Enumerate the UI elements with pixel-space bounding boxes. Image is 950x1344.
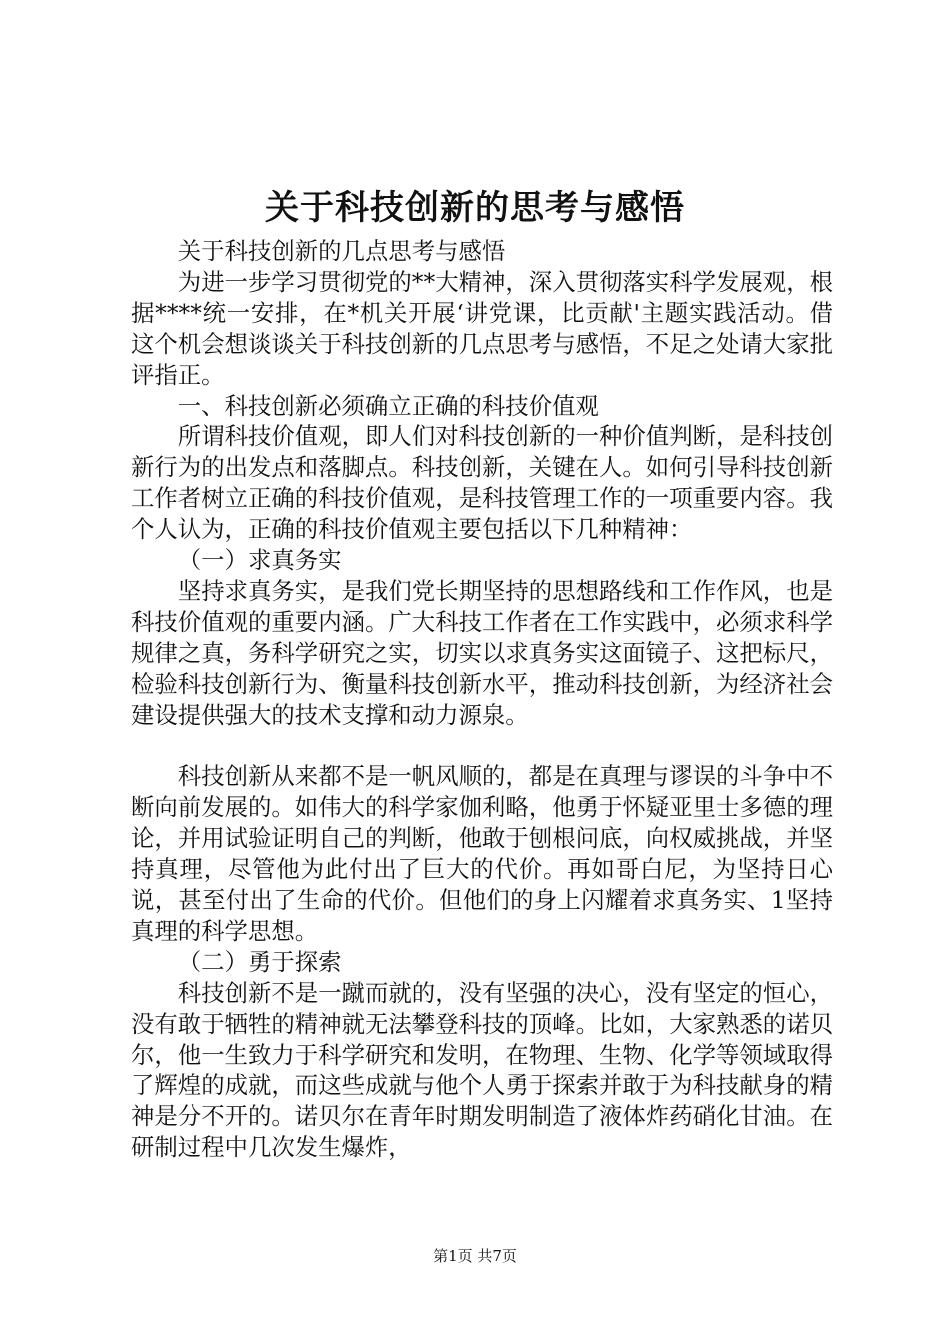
paragraph-galileo: 科技创新从来都不是一帆风顺的，都是在真理与谬误的斗争中不断向前发展的。如伟大的科学家伽利略，他勇于怀疑亚里士多德的理论，并用试验证明自己的判断，他敢于刨根问底，向权威挑战，并坚持真理，尽管他为此付出了巨大的代价。再如哥白尼，为坚持日心说，甚至付出了生命的代价。但他们的身上闪耀着求真务实、1坚持真理的科学思想。 bbox=[131, 762, 833, 945]
section-heading-1: 一、科技创新必须确立正确的科技价值观 bbox=[177, 391, 599, 420]
page-number-footer: 第1页 共7页 bbox=[433, 1247, 517, 1265]
paragraph-truth-seeking: 坚持求真务实，是我们党长期坚持的思想路线和工作作风，也是科技价值观的重要内涵。广大科技工作者在工作实践中，必须求科学规律之真，务科学研究之实，切实以求真务实这面镜子、这把标尺，检验科技创新行为、衡量科技创新水平，推动科技创新，为经济社会建设提供强大的技术支撑和动力源泉。 bbox=[131, 576, 833, 729]
subsection-heading-1: （一）求真务实 bbox=[177, 546, 342, 575]
paragraph-intro: 为进一步学习贯彻党的**大精神，深入贯彻落实科学发展观，根据****统一安排，在*机关开展‘讲党课，比贡献'主题实践活动。借这个机会想谈谈关于科技创新的几点思考与感悟，不足之处请大家批评指正。 bbox=[131, 267, 833, 389]
paragraph-spacer bbox=[131, 731, 833, 762]
paragraph-exploration: 科技创新不是一蹴而就的，没有坚强的决心，没有坚定的恒心，没有敢于牺牲的精神就无法攀登科技的顶峰。比如，大家熟悉的诺贝尔，他一生致力于科学研究和发明，在物理、生物、化学等领域取得了辉煌的成就，而这些成就与他个人勇于探索并敢于为科技献身的精神是分不开的。诺贝尔在青年时期发明制造了液体炸药硝化甘油。在研制过程中几次发生爆炸， bbox=[131, 978, 833, 1162]
subsection-heading-2: （二）勇于探索 bbox=[177, 947, 342, 976]
page-title: 关于科技创新的思考与感悟 bbox=[265, 188, 685, 228]
paragraph-subtitle: 关于科技创新的几点思考与感悟 bbox=[177, 237, 506, 265]
paragraph-values: 所谓科技价值观，即人们对科技创新的一种价值判断，是科技创新行为的出发点和落脚点。科技创新，关键在人。如何引导科技创新工作者树立正确的科技价值观，是科技管理工作的一项重要内容。我个人认为，正确的科技价值观主要包括以下几种精神： bbox=[131, 422, 833, 544]
document-body bbox=[131, 236, 833, 1163]
